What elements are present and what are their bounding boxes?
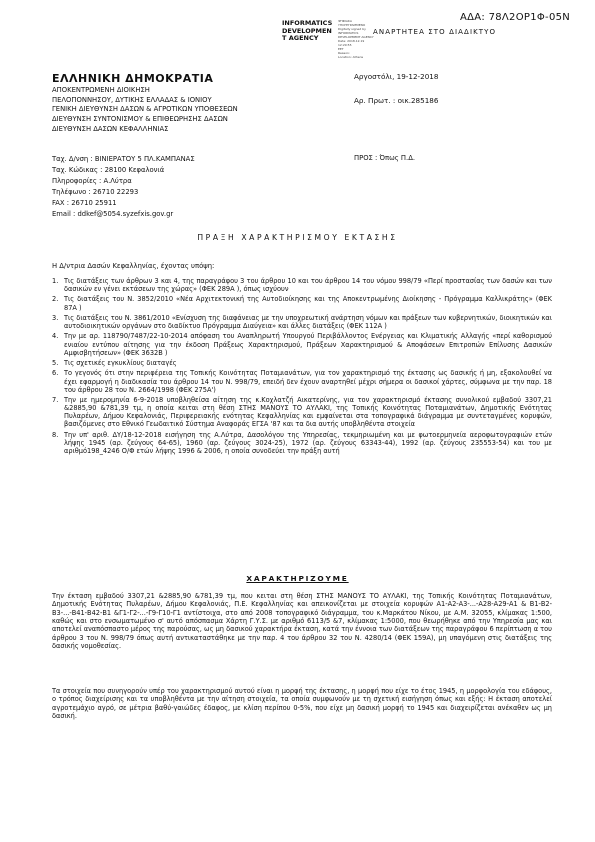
document-title: ΠΡΑΞΗ ΧΑΡΑΚΤΗΡΙΣΜΟΥ ΕΚΤΑΣΗΣ [197, 233, 398, 242]
org-line: ΓΕΝΙΚΗ ΔΙΕΥΘΥΝΣΗ ΔΑΣΩΝ & ΑΓΡΟΤΙΚΩΝ ΥΠΟΘΕΣΕΩΝ [52, 105, 238, 114]
contact-fax: FAX : 26710 25911 [52, 198, 117, 207]
org-line: ΔΙΕΥΘΥΝΣΗ ΣΥΝΤΟΝΙΣΜΟΥ & ΕΠΙΘΕΩΡΗΣΗΣ ΔΑΣΩΝ [52, 115, 228, 124]
republic-heading: ΕΛΛΗΝΙΚΗ ΔΗΜΟΚΡΑΤΙΑ [52, 72, 214, 85]
org-line: ΑΠΟΚΕΝΤΡΩΜΕΝΗ ΔΙΟΙΚΗΣΗ [52, 86, 150, 94]
decision-heading: ΧΑΡΑΚΤΗΡΙΖΟΥΜΕ [246, 574, 349, 583]
contact-details [52, 154, 195, 219]
signature-agency-name: INFORMATICS DEVELOPMEN T AGENCY [282, 19, 333, 42]
contact-postcode: Ταχ. Κώδικας : 28100 Κεφαλονιά [52, 165, 165, 174]
org-line: ΔΙΕΥΘΥΝΣΗ ΔΑΣΩΝ ΚΕΦΑΛΛΗΝΙΑΣ [52, 124, 169, 133]
issuing-authority [52, 86, 238, 135]
list-item: 5. Τις σχετικές εγκυκλίους διαταγές [52, 359, 177, 368]
list-item: 2. Τις διατάξεις του Ν. 3852/2010 «Νέα Αρχιτεκτονική της Αυτοδιοίκησης και της Αποκεντρωμένης Διοίκησης - Πρόγραμμα Καλλικράτης» (ΦΕΚ 87Α ) [52, 295, 552, 312]
list-item: 6. Το γεγονός ότι στην περιφέρεια της Τοπικής Κοινότητας Ποταμιανάτων, για τον χαρακτηρισμό της έκτασης ως δασικής ή μη, εξακολουθεί να έχει εφαρμογή η διαδικασία του άρθρου 14 του Ν. 998/79, επειδή δεν έχουν αναρτηθεί μέχρι σήμερα οι δασικοί χάρτες, σύμφωνα με την παρ. 18 του άρθρου 28 του Ν. 2664/1998 (ΦΕΚ 275Α') [52, 369, 552, 394]
contact-info-person: Πληροφορίες : Α.Λύτρα [52, 176, 132, 185]
protocol-number: Αρ. Πρωτ. : οικ.285186 [354, 96, 439, 105]
contact-phone: Τηλέφωνο : 26710 22293 [52, 187, 139, 196]
org-line: ΠΕΛΟΠΟΝΝΗΣΟΥ, ΔΥΤΙΚΗΣ ΕΛΛΑΔΑΣ & ΙΟΝΙΟΥ [52, 95, 212, 104]
recipient: ΠΡΟΣ : Όπως Π.Δ. [354, 154, 416, 162]
digital-signature-details: ΨΗΦΙΑΚΑ ΥΠΟΓΕΓΡΑΜΜΕΝΟ Digitally signed by INFORMATICS DEVELOPMENT AGENCY Date: 2018.12.19 12:29:55 EET Reason: Location: Athens [338, 19, 374, 59]
document-date: Αργοστόλι, 19-12-2018 [354, 72, 439, 81]
contact-address: Ταχ. Δ/νση : ΒΙΝΙΕΡΑΤΟΥ 5 ΠΛ.ΚΑΜΠΑΝΑΣ [52, 155, 195, 163]
list-item: 4. Την με αρ. 118790/7487/22-10-2014 απόφαση του Αναπληρωτή Υπουργού Περιβάλλοντος Ενέργειας και Κλιματικής Αλλαγής «περί καθορισμού ενιαίου εντύπου αίτησης για την έκδοση Πράξεως Χαρακτηρισμού, Πράξεων Χαρακτηρισμού & Αποφάσεων Επιτροπών Επίλυσης Δασικών Αμφισβητήσεων» (ΦΕΚ 3632Β ) [52, 332, 552, 357]
publish-online-notice: ΑΝΑΡΤΗΤΕΑ ΣΤΟ ΔΙΑΔΙΚΤΥΟ [373, 28, 497, 36]
intro-line: Η Δ/ντρια Δασών Κεφαλληνίας, έχοντας υπόψη: [52, 262, 215, 270]
list-item: 1. Τις διατάξεις των άρθρων 3 και 4, της παραγράφου 3 του άρθρου 10 και του άρθρου 14 του νόμου 998/79 «Περί προστασίας των δασών και των δασικών εν γένει εκτάσεων της χώρας» (ΦΕΚ 289Α ), όπως ισχύουν [52, 277, 552, 294]
ada-code: ΑΔΑ: 78Λ2ΟΡ1Φ-05Ν [460, 12, 571, 23]
justification-paragraph: Τα στοιχεία που συνηγορούν υπέρ του χαρακτηρισμού αυτού είναι η μορφή της έκτασης, η μορφή που είχε το έτος 1945, η μορφολογία του εδάφους, ο τρόπος διαχείρισης και τα υποβληθέντα με την αίτηση στοιχεία, τα οποία συμφωνούν με τη σχετική εισήγηση όπως και εξής: Η έκταση αποτελεί αγροτεμάχιο αγρό, σε μέτρια βαθύ-γαιώδες έδαφος, με κλίση περίπου 0-5%, που είχε μη δασική μορφή το 1945 και διαχειρίζεται ανέκαθεν ως μη δασική. [52, 687, 552, 721]
considerations-list [52, 277, 552, 457]
list-item: 7. Την με ημερομηνία 6-9-2018 υποβληθείσα αίτηση της κ.Κοχλατζή Αικατερίνης, για τον χαρακτηρισμό έκτασης συνολικού εμβαδού 3307,21 &2885,90 &781,39 τμ, η οποία κειται στη θέση ΣΤΗΣ ΜΑΝΟΥΣ ΤΟ ΑΥΛΑΚΙ, της Τοπικής Κοινότητας Ποταμιανάτων, Δημοτικής Ενότητας Πυλαρέων, Δήμου Κεφαλονιάς, Περιφερειακής ενότητας Κεφαλληνίας και εμφαίνεται στα τοπογραφικά διάγραμμα με συντεταγμένες κορυφών, βασιζόμενες στο Εθνικό Γεωδαιτικό Σύστημα Αναφοράς ΕΓΣΑ '87 και τα δια αυτής υποβληθέντα στοιχεία [52, 396, 552, 429]
list-item: 3. Τις διατάξεις του Ν. 3861/2010 «Ενίσχυση της διαφάνειας με την υποχρεωτική ανάρτηση νόμων και πράξεων των κυβερνητικών, διοικητικών και αυτοδιοικητικών οργάνων στο διαδίκτυο Πρόγραμμα Διαύγεια» και άλλες διατάξεις (ΦΕΚ 112Α ) [52, 313, 552, 331]
decision-paragraph: Την έκταση εμβαδού 3307,21 &2885,90 &781,39 τμ, που κειται στη θέση ΣΤΗΣ ΜΑΝΟΥΣ ΤΟ ΑΥΛΑΚΙ, της Τοπικής Κοινότητας Ποταμιανάτων, Δημοτικής Ενότητας Πυλαρέων, Δήμου Κεφαλονιάς, Π.Ε. Κεφαλληνίας και απεικονίζεται με στοιχεία κορυφών Α1-Α2-Α3-...-Α28-Α29-Α1 & Β1-Β2-Β3-...-Β41-Β42-Β1 &Γ1-Γ2-...-Γ9-Γ10-Γ1 αντίστοιχα, στο από 2008 τοπογραφικό διάγραμμα, του κ.Μαρκάτου Νίκου, με Α.Μ. 32055, κλίμακας 1:500, καθώς και στο ενσωματωμένο σ' αυτό απόσπασμα Χάρτη Γ.Υ.Σ. με αριθμό 6113/5 &7, κλίμακας 1:5000, που θεωρήθηκε από την Υπηρεσία μας και αποτελεί αναπόσπαστο μέρος της παρούσας, ως μη δασικού χαρακτήρα έκταση, κατά την έννοια των διατάξεων της παραγράφου 6 περίπτωση α του άρθρου 3 του Ν. 998/79 όπως αυτή αντικαταστάθηκε με την παρ. 4 του άρθρου 32 του Ν. 4280/14 (ΦΕΚ 159Α), μη υπαγόμενη στις διατάξεις της δασικής νομοθεσίας. [52, 592, 552, 651]
contact-email: Email : ddkef@5054.syzefxis.gov.gr [52, 209, 174, 218]
list-item: 8. Την υπ' αριθ. ΔΥ/18-12-2018 εισήγηση της Α.Λύτρα, Δασολόγου της Υπηρεσίας, τεκμηριωμένη και με φωτοερμηνεία αεροφωτογραφιών ετών λήψης 1945 (αρ. ζεύγους 64-65), 1960 (αρ. ζεύγους 3024-25), 1972 (αρ. ζεύγους 63343-44), 1992 (αρ. ζεύγους 235553-54) και του με αριθμό198_4246 Ο/Φ ετών λήψης 1996 & 2006, η οποία συνοδεύει την πράξη αυτή [52, 430, 552, 455]
